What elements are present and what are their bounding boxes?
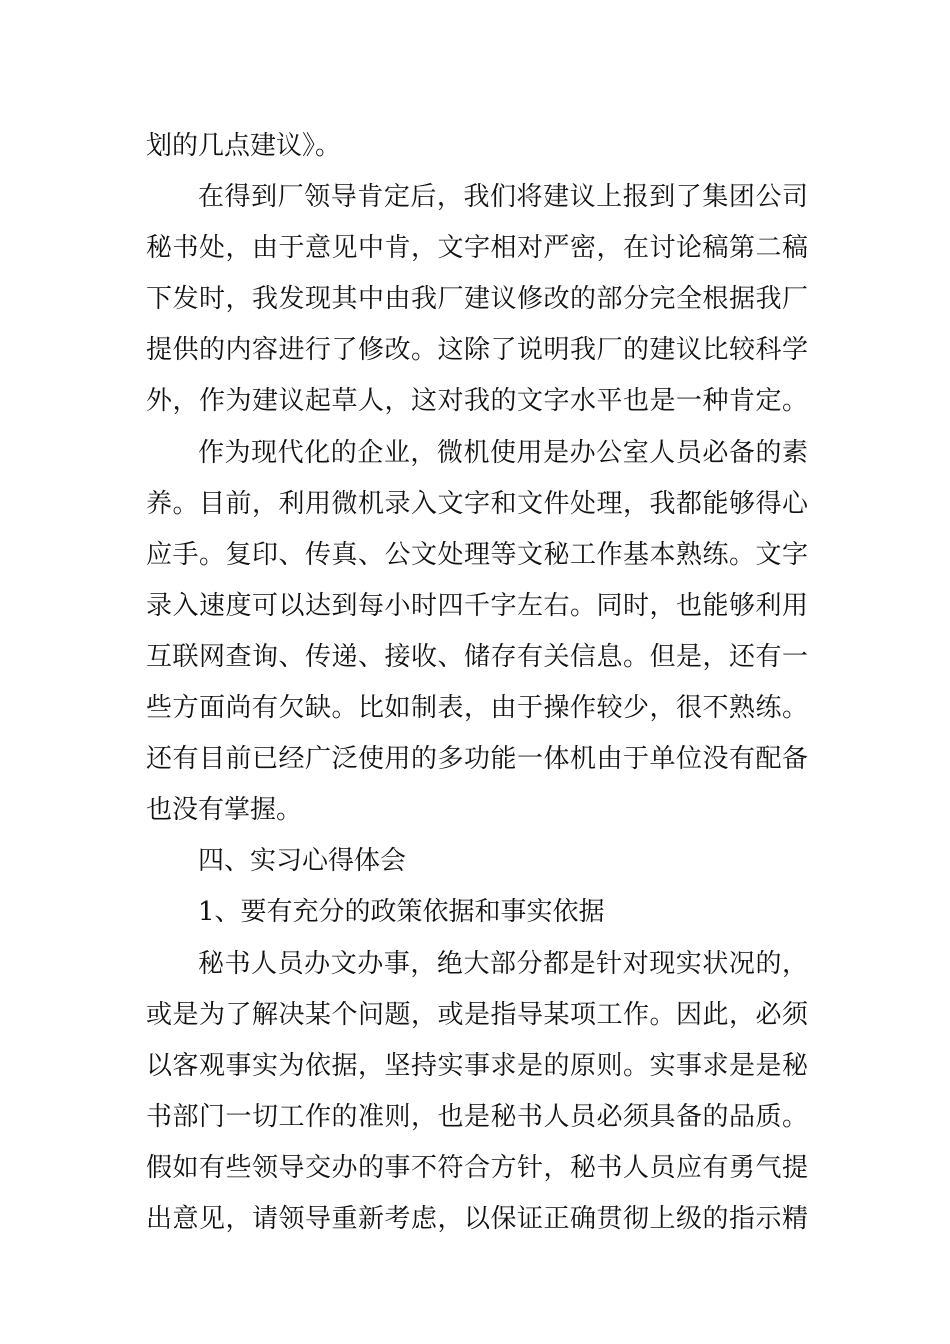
text-line: 四、实习心得体会 [198, 846, 407, 877]
text-line: 或是为了解决某个问题，或是指导某项工作。因此，必须 [146, 999, 808, 1030]
text-line: 作为现代化的企业，微机使用是办公室人员必备的素 [198, 437, 808, 468]
text-line: 下发时，我发现其中由我厂建议修改的部分完全根据我厂 [146, 284, 808, 315]
text-line: 互联网查询、传递、接收、储存有关信息。但是，还有一 [146, 641, 808, 672]
text-line: 在得到厂领导肯定后，我们将建议上报到了集团公司 [198, 182, 808, 213]
text-line: 书部门一切工作的准则，也是秘书人员必须具备的品质。 [146, 1101, 808, 1132]
text-line: 出意见，请领导重新考虑，以保证正确贯彻上级的指示精 [146, 1203, 808, 1234]
text-line: 假如有些领导交办的事不符合方针，秘书人员应有勇气提 [146, 1152, 808, 1183]
text-line: 秘书处，由于意见中肯，文字相对严密，在讨论稿第二稿 [146, 233, 808, 264]
text-line: 外，作为建议起草人，这对我的文字水平也是一种肯定。 [146, 386, 808, 417]
text-line: 些方面尚有欠缺。比如制表，由于操作较少，很不熟练。 [146, 693, 808, 724]
text-line: 养。目前，利用微机录入文字和文件处理，我都能够得心 [146, 488, 808, 519]
text-line: 以客观事实为依据，坚持实事求是的原则。实事求是是秘 [146, 1050, 808, 1081]
text-line: 应手。复印、传真、公文处理等文秘工作基本熟练。文字 [146, 539, 808, 570]
text-line: 划的几点建议》。 [146, 131, 342, 161]
text-line: 录入速度可以达到每小时四千字左右。同时，也能够利用 [146, 590, 808, 621]
text-line: 还有目前已经广泛使用的多功能一体机由于单位没有配备 [146, 744, 808, 775]
text-line: 也没有掌握。 [146, 795, 303, 826]
text-line: 提供的内容进行了修改。这除了说明我厂的建议比较科学 [146, 335, 808, 366]
document-body [146, 121, 808, 1245]
text-line: 秘书人员办文办事，绝大部分都是针对现实状况的， [198, 948, 808, 979]
text-line: 1、要有充分的政策依据和事实依据 [198, 897, 605, 928]
